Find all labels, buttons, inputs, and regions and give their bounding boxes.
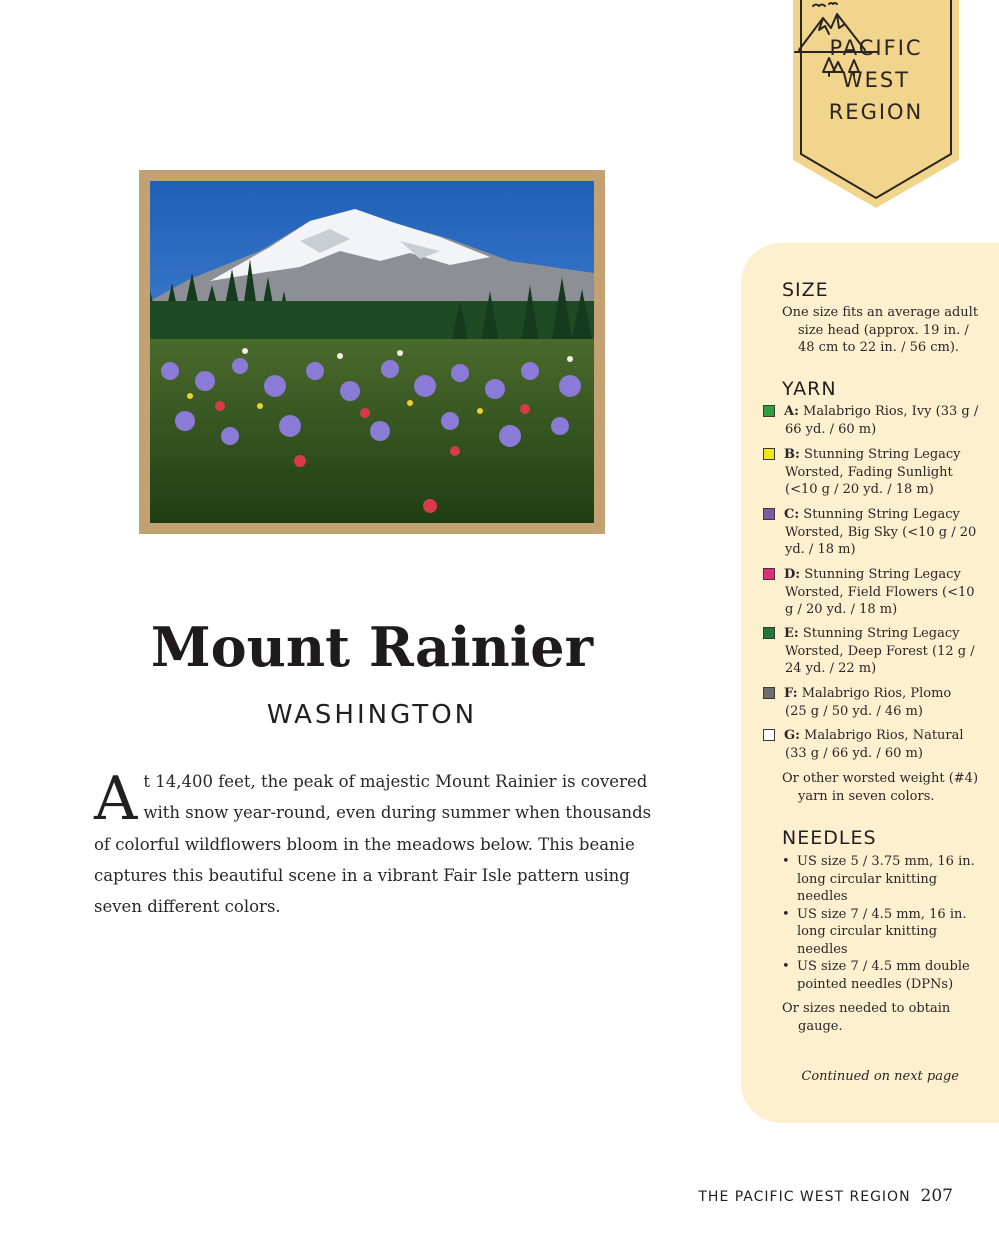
continued-note: Continued on next page [801, 1069, 959, 1084]
yarn-text-f: F: Malabrigo Rios, Plomo (25 g / 50 yd. / 46 m) [784, 686, 952, 719]
footer-section-title: THE PACIFIC WEST REGION [698, 1189, 911, 1205]
yarn-text-a: A: Malabrigo Rios, Ivy (33 g / 66 yd. / 60 m) [784, 404, 979, 437]
region-banner [793, 0, 959, 210]
materials-sidebar [741, 243, 999, 1123]
yarn-note: Or other worsted weight (#4) yarn in seven colors. [782, 771, 979, 804]
swatch-a [763, 405, 775, 417]
swatch-e [763, 627, 775, 639]
yarn-text-e: E: Stunning String Legacy Worsted, Deep Forest (12 g / 24 yd. / 22 m) [784, 626, 975, 676]
drop-cap: A [94, 764, 138, 834]
state-subtitle: WASHINGTON [266, 700, 478, 730]
swatch-g [763, 729, 775, 741]
mountain-icon [793, 0, 883, 80]
swatch-d [763, 568, 775, 580]
mount-rainier-photo [150, 181, 594, 523]
needle-item-3: • US size 7 / 4.5 mm double pointed needles (DPNs) [782, 958, 982, 993]
page-title: Mount Rainier [150, 615, 594, 679]
yarn-text-d: D: Stunning String Legacy Worsted, Field Flowers (<10 g / 20 yd. / 18 m) [784, 567, 975, 617]
photo-frame [139, 170, 605, 534]
yarn-text-b: B: Stunning String Legacy Worsted, Fading Sunlight (<10 g / 20 yd. / 18 m) [784, 447, 961, 497]
swatch-f [763, 687, 775, 699]
page-footer [698, 1186, 953, 1206]
needles-heading: NEEDLES [782, 827, 877, 849]
page-number: 207 [920, 1186, 953, 1206]
intro-paragraph [94, 766, 654, 922]
yarn-heading: YARN [782, 378, 837, 400]
needles-note: Or sizes needed to obtain gauge. [782, 1001, 951, 1034]
needle-item-1: • US size 5 / 3.75 mm, 16 in. long circular knitting needles [782, 853, 982, 906]
banner-line-1: PACIFIC [829, 36, 923, 60]
needles-list [782, 853, 982, 993]
yarn-text-c: C: Stunning String Legacy Worsted, Big Sky (<10 g / 20 yd. / 18 m) [784, 507, 977, 557]
size-heading: SIZE [782, 279, 829, 301]
intro-text: t 14,400 feet, the peak of majestic Mount Rainier is covered with snow year-round, even during summer when thousands of colorful wildflowers bloom in the meadows below. This beanie captures this beautiful scene in a vibrant Fair Isle pattern using seven different colors. [94, 772, 652, 917]
swatch-b [763, 448, 775, 460]
swatch-c [763, 508, 775, 520]
size-text: One size fits an average adult size head (approx. 19 in. / 48 cm to 22 in. / 56 cm). [782, 305, 979, 355]
needle-item-2: • US size 7 / 4.5 mm, 16 in. long circular knitting needles [782, 906, 982, 959]
yarn-text-g: G: Malabrigo Rios, Natural (33 g / 66 yd. / 60 m) [784, 728, 964, 761]
banner-line-2: WEST REGION [828, 68, 924, 124]
